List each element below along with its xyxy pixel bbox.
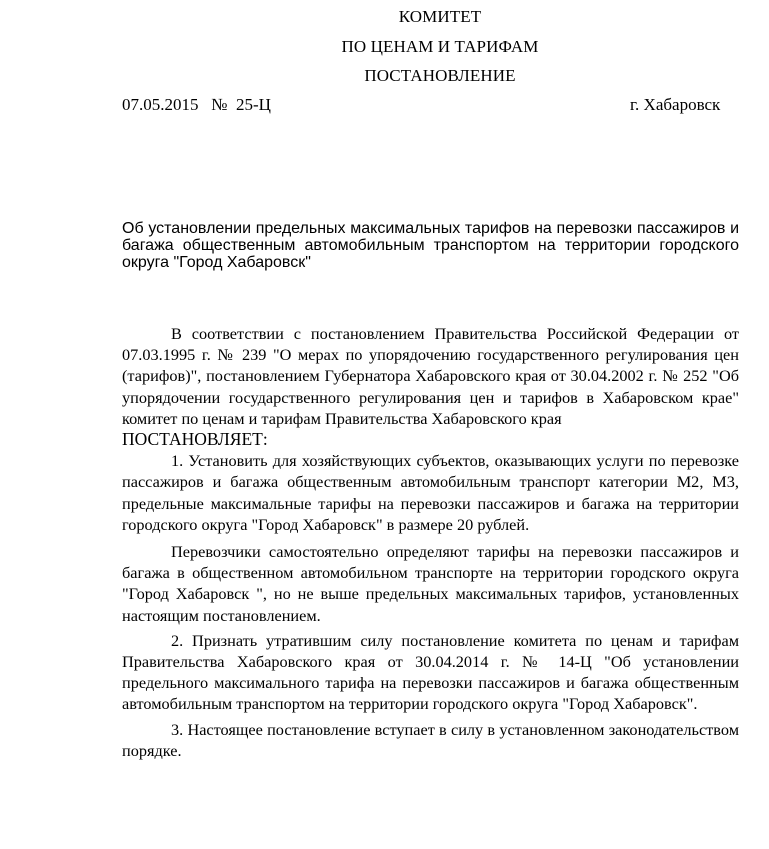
document-body [122,323,739,761]
city-name: г. Хабаровск [630,95,721,114]
preamble-paragraph: В соответствии с постановлением Правительства Российской Федерации от 07.03.1995 г. № 239 "О мерах по упорядочению государственного регулирования цен (тарифов)", постановлением Губернатора Хабаровского края от 30.04.2002 г. № 252 "Об упорядочении государственного регулирования цен и тарифов в Хабаровском крае" комитет по ценам и тарифам Правительства Хабаровского края [122,324,739,428]
document-subject: Об установлении предельных максимальных тарифов на перевозки пассажиров и багажа общественным автомобильным транспортом на территории городского округа "Город Хабаровск" [122,220,739,271]
item-1-note-paragraph: Перевозчики самостоятельно определяют тарифы на перевозки пассажиров и багажа в общественном автомобильном транспорте на территории городского округа "Город Хабаровск ", но не выше предельных максимальных тарифов, установленных настоящим постановлением. [122,542,739,625]
item-1-paragraph: 1. Установить для хозяйствующих субъектов, оказывающих услуги по перевозке пассажиров и багажа общественным автомобильным транспорт категории М2, М3, предельные максимальные тарифы на перевозки пассажиров и багажа на территории городского округа "Город Хабаровск" в размере 20 рублей. [122,451,739,534]
committee-subtitle: ПО ЦЕНАМ И ТАРИФАМ [341,37,539,56]
document-type-title: ПОСТАНОВЛЕНИЕ [364,66,516,85]
resolves-heading: ПОСТАНОВЛЯЕТ: [122,429,268,450]
item-3-paragraph: 3. Настоящее постановление вступает в силу в установленном законодательством порядке. [122,719,739,760]
date-and-number: 07.05.2015 № 25-Ц [122,95,271,114]
committee-title: КОМИТЕТ [398,7,482,26]
item-2-paragraph: 2. Признать утратившим силу постановление комитета по ценам и тарифам Правительства Хабаровского края от 30.04.2014 г. № 14-Ц "Об установлении предельного максимального тарифа на перевозки пассажиров и багажа общественным автомобильным транспортом на территории городского округа "Город Хабаровск". [122,630,739,714]
